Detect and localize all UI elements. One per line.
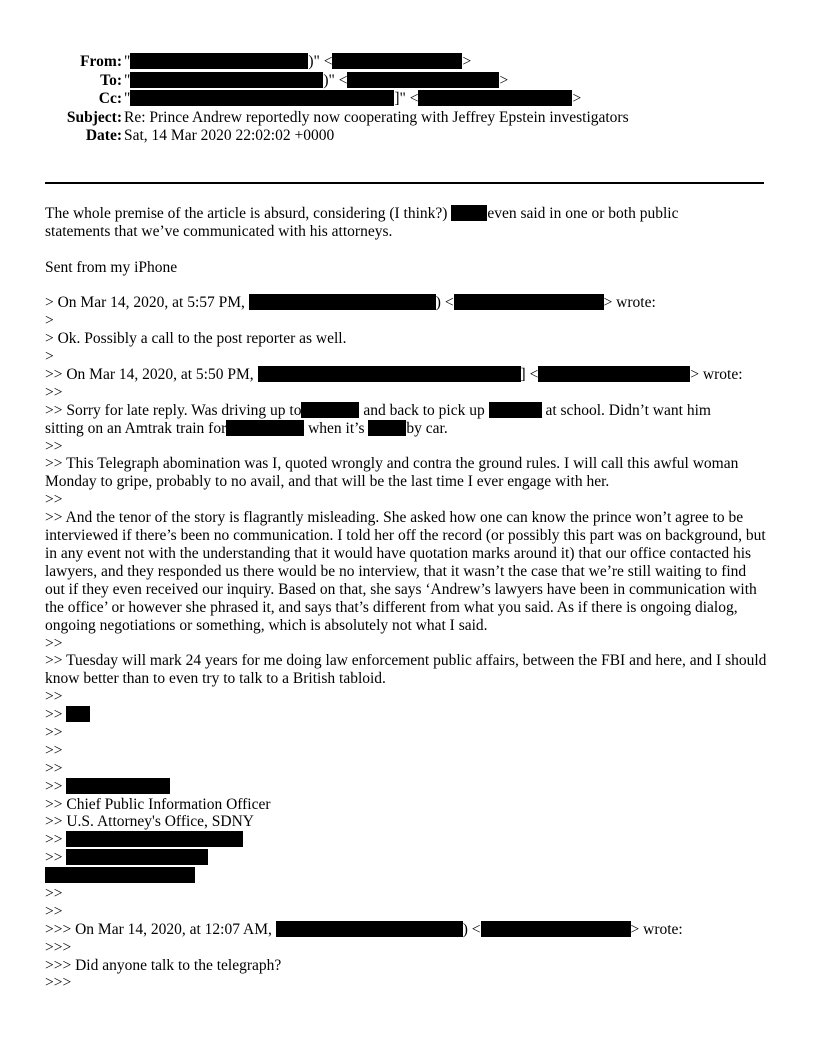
header-divider [45,182,764,184]
body-text: sitting on an Amtrak train for [45,419,227,437]
quote-line: >>> [45,974,72,992]
quote-header-text: > On Mar 14, 2020, at 5:57 PM, [45,294,245,312]
date-row [0,127,816,146]
subject-value: Re: Prince Andrew reportedly now cooperating with Jeffrey Epstein investigators [124,108,629,126]
redaction [226,420,304,436]
body-text: even said in one or both public [487,205,679,222]
quote-line [45,778,769,796]
quote-line: >> [45,724,63,741]
quote-paragraph: >> Tuesday will mark 24 years for me doing law enforcement public affairs, between the FBI and here, and I should know better than to even try to talk to a British tabloid. [45,652,767,688]
body-text: when it’s [308,419,365,437]
body-text: by car. [406,419,448,437]
quote-paragraph: >> This Telegraph abomination was I, quoted wrongly and contra the ground rules. I will call this awful woman Monday to gripe, probably to no avail, and that will be the last time I ever engage with her. [45,455,739,491]
quote-line [45,867,769,885]
cc-value: " ]" < > [124,90,582,107]
from-value: " )" < > [124,53,472,70]
quote-line: >>> Did anyone talk to the telegraph? [45,956,282,974]
subject-label: Subject: [66,108,122,126]
spacer [45,277,769,295]
redaction [66,706,90,722]
quote-line: >> U.S. Attorney's Office, SDNY [45,813,254,831]
quote-line: >> [45,383,63,401]
quote-line [45,706,769,724]
quote-line: >> [45,902,63,920]
body-text: >> [45,831,63,849]
redaction [368,420,406,436]
quote-line [45,420,769,438]
cc-label: Cc: [98,90,122,107]
to-value: " )" < > [124,71,509,89]
redaction [66,849,208,865]
signature: Sent from my iPhone [45,258,178,276]
redaction [130,53,308,69]
quote-header-wrote: > wrote: [690,366,743,384]
redaction [301,402,359,418]
to-row [0,72,816,91]
redaction [489,402,542,418]
redaction [66,831,243,847]
body-text: >> [45,849,63,867]
quote-header: >> On Mar 14, 2020, at 5:50 PM, ] < > wrote: [45,366,743,384]
cc-row [0,90,816,109]
redaction [130,90,394,106]
quote-header-text: >>> On Mar 14, 2020, at 12:07 AM, [45,920,272,938]
body-text: and back to pick up [363,401,485,419]
from-row [0,53,816,72]
quote-header: >>> On Mar 14, 2020, at 12:07 AM, ) < > wrote: [45,920,683,938]
body-text: >> Sorry for late reply. Was driving up to [45,401,302,419]
body-line: statements that we’ve communicated with his attorneys. [45,222,393,240]
subject-row [0,109,816,128]
redaction [332,53,462,69]
quote-line: >> [45,688,63,706]
body-line [45,205,769,223]
body-text: >> [45,777,63,795]
quote-line: >> [45,759,63,777]
redaction [276,921,463,937]
date-label: Date: [85,127,122,144]
quote-line: >> [45,634,63,652]
quote-line [45,831,769,849]
date-value: Sat, 14 Mar 2020 22:02:02 +0000 [124,127,335,144]
quote-line: > [45,348,54,366]
quote-line: > [45,312,54,330]
quote-line [45,849,769,867]
quote-header-wrote: > wrote: [603,294,656,312]
redaction [258,366,521,382]
redaction [347,72,499,88]
quote-line: >> Chief Public Information Officer [45,795,271,813]
quote-header-text: >> On Mar 14, 2020, at 5:50 PM, [45,366,254,384]
spacer [45,241,769,259]
redaction [130,72,323,88]
quote-header: > On Mar 14, 2020, at 5:57 PM, ) < > wrote: [45,294,656,312]
body-text: >> [45,706,63,724]
quote-paragraph: >> And the tenor of the story is flagrantly misleading. She asked how one can know the prince won’t agree to be interviewed if there’s been no communication. I told her off the record (or possibly this part was on background, but in any event not with the understanding that it would have quotation marks around it) that our office contacted his lawyers, and they responded us there would be no interview, that it wasn’t the case that we’re still waiting to find out if they even received our inquiry. Based on that, she says ‘Andrew’s lawyers have been in communication with the office’ or however she phrased it, and says that’s different from what you said. As if there is ongoing dialog, ongoing negotiations or something, which is absolutely not what I said. [45,509,766,634]
quote-line: >> [45,491,63,509]
redaction [454,294,604,310]
email-body [45,205,769,992]
quote-line [45,402,769,420]
quote-header-wrote: > wrote: [630,920,683,938]
redaction [451,205,487,221]
quote-line: >>> [45,938,72,956]
quote-line: > Ok. Possibly a call to the post reporter as well. [45,330,347,348]
quote-line: >> [45,885,63,903]
to-label: To: [100,71,122,89]
redaction [45,867,195,883]
redaction [418,90,572,106]
email-header [0,53,816,146]
body-text: at school. Didn’t want him [545,401,711,419]
quote-line: >> [45,437,63,455]
from-label: From: [80,53,122,70]
redaction [538,366,690,382]
redaction [481,921,631,937]
redaction [249,294,436,310]
quote-line: >> [45,741,63,759]
body-text: The whole premise of the article is absurd, considering (I think?) [45,205,448,222]
redaction [66,778,170,794]
